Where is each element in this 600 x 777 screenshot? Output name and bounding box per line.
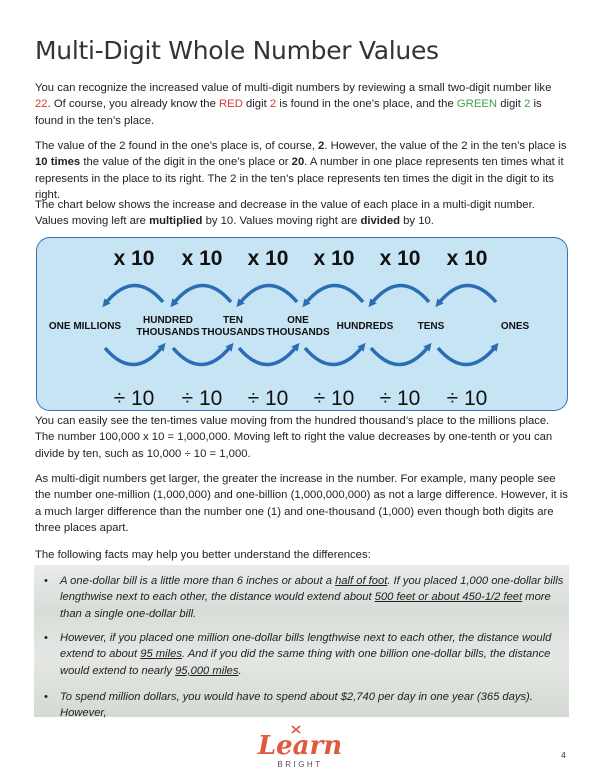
bullet-dot: • [44,575,48,587]
text: . A number in one place represents ten times what it represents in the place to its right. The 2 in the ten’s place represents ten times the digit in the digit to its right. [35,156,564,202]
ten-times-paragraph: You can easily see the ten-times value moving from the hundred thousand’s place to the millions place. The number 100,000 x 10 = 1,000,000. Moving left to right the value decreases by one-tenth or you can divide by ten, such as 10,000 ÷ 10 = 1,000. [35,415,553,460]
text: . [238,664,242,677]
text: digit [242,98,270,111]
top-arrows [105,285,496,304]
text: digit [497,98,525,111]
place-label: TENS [417,321,445,332]
page-title: Multi-Digit Whole Number Values [35,36,439,65]
divide-label: ÷ 10 [313,387,355,410]
chart-intro-paragraph [35,197,568,230]
bullet-dot: • [44,691,48,703]
multiply-label: x 10 [113,247,155,270]
divide-label: ÷ 10 [113,387,155,410]
bold-text: multiplied [149,215,203,228]
place-label: ONE MILLIONS [48,321,122,332]
text: the value of the digit in the one’s place or [80,156,292,169]
bullet-dot: • [44,632,48,644]
place-label: ONES [500,321,530,332]
text: . However, the value of the 2 in the ten’s place is [324,140,567,152]
bold-text: 10 times [35,156,81,169]
right-arrow [438,346,496,365]
right-arrow [305,346,363,365]
value-paragraph [35,138,568,204]
text: The value of the 2 found in the one’s place is, of course, [35,140,319,152]
left-arrow [173,285,231,304]
facts-intro: The following facts may help you better understand the differences: [35,549,371,561]
fact-bullet-2 [44,630,565,679]
bold-text: 2 [318,140,325,152]
text: However, if you placed one million one-dollar bills lengthwise next to each other, the distance would extend to about [60,632,552,661]
fact-bullet-1 [44,573,565,622]
left-arrow [371,285,429,304]
place-value-svg [37,238,569,412]
text: The chart below shows the increase and decrease in the value of each place in a multi-digit number. Values moving left are [35,199,535,228]
underlined-text: half of foot [335,575,388,587]
intro-paragraph [35,80,568,129]
logo-svg [240,722,360,772]
multiply-label: x 10 [379,247,421,270]
logo-sub: BRIGHT [277,760,323,769]
multiply-labels [114,247,488,270]
right-arrow [239,346,297,365]
text: by 10. Values moving right are [202,215,361,228]
left-arrow [438,285,496,304]
right-arrow [371,346,429,365]
place-label: TEN THOUSANDS [201,315,265,338]
larger-numbers-paragraph: As multi-digit numbers get larger, the greater the increase in the number. For example, many people see the number one-million (1,000,000) and one-billion (1,000,000,000) as not a large difference. However, it is a much larger difference than the number one (1) and one-thousand (1,000) even though both digits are three places apart. [35,473,568,535]
green-word: GREEN [456,98,498,111]
divide-label: ÷ 10 [181,387,223,410]
place-value-diagram [36,237,568,411]
bold-text: divided [360,215,401,228]
text: A one-dollar bill is a little more than 6 inches or about a [60,575,336,587]
place-labels [49,315,530,338]
red-word: RED [219,98,243,111]
place-label: ONE THOUSANDS [266,315,330,338]
underlined-text: 500 feet or about 450-1/2 feet [374,591,523,604]
example-number: 22 [35,98,48,111]
text: . And if you did the same thing with one billion one-dollar bills, the distance would extend to nearly [60,648,551,677]
multiply-label: x 10 [181,247,223,270]
bottom-arrows [105,346,496,365]
left-arrow [105,285,163,304]
text: more than a single one-dollar bill. [60,591,551,620]
text: is found in the ten’s place. [35,98,542,127]
text: . If you placed 1,000 one-dollar bills lengthwise next to each other, the distance would extend about [60,575,564,604]
text: is found in the one’s place, and the [276,98,457,111]
text: You can recognize the increased value of multi-digit numbers by reviewing a small two-digit number like [35,82,552,94]
fact-bullet-3 [44,689,565,722]
multiply-label: x 10 [446,247,488,270]
logo-word: Learn [257,731,343,761]
right-arrow [105,346,163,365]
bold-text: 20 [291,156,305,169]
right-arrow [173,346,231,365]
underlined-text: 95 miles [140,648,182,661]
multiply-label: x 10 [313,247,355,270]
place-label: HUNDRED THOUSANDS [136,315,200,338]
divide-labels [114,387,488,410]
divide-label: ÷ 10 [379,387,421,410]
divide-label: ÷ 10 [446,387,488,410]
red-digit: 2 [269,98,277,111]
page-number: 4 [561,750,566,760]
text: by 10. [400,215,434,228]
place-label: HUNDREDS [336,321,394,332]
text: To spend million dollars, you would have to spend about $2,740 per day in one year (365 days). However, [60,691,533,720]
multiply-label: x 10 [247,247,289,270]
learn-bright-logo [240,722,360,772]
underlined-text: 95,000 miles [175,664,239,677]
divide-label: ÷ 10 [247,387,289,410]
left-arrow [239,285,297,304]
left-arrow [305,285,363,304]
text: . Of course, you already know the [47,98,220,111]
green-digit: 2 [524,98,531,111]
